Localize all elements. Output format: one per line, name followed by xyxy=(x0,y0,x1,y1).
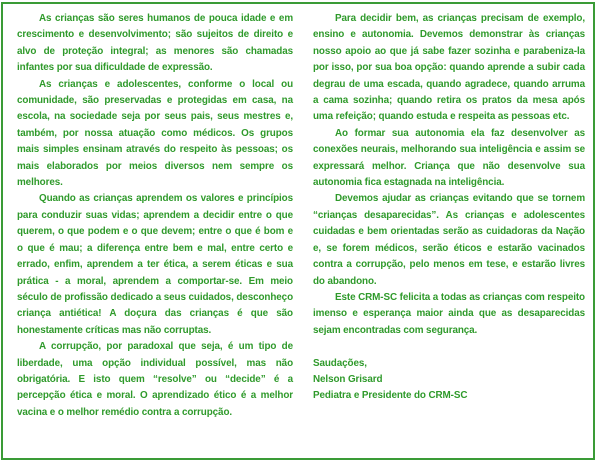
right-column xyxy=(313,11,585,405)
signature-name: Nelson Grisard xyxy=(313,373,383,385)
left-column xyxy=(17,11,293,421)
signature-block xyxy=(313,356,585,405)
paragraph: Este CRM-SC felicita a todas as crianças com respeito imenso e esperança maior ainda que as desaparecidas sejam encontradas com segurança. xyxy=(313,291,585,336)
paragraph: Ao formar sua autonomia ela faz desenvolver as conexões neurais, melhorando sua inteligência e assim se expressará melhor. Criança que não desenvolve sua autonomia fica estagnada na inteligência. xyxy=(313,127,585,189)
paragraph: Quando as crianças aprendem os valores e princípios para conduzir suas vidas; aprendem a decidir entre o que querem, o que podem e o que devem; entre o que é bom e o que é mau; a diferença entre bem e mal, entre certo e errado, enfim, aprendem a ter ética, a serem éticas e sua prática - a moral, aprendem a comportar-se. Em meio século de profissão dedicado a seus cuidados, desconheço criança antiética! A doçura das crianças é que são honestamente críticas mas não corruptas. xyxy=(17,193,293,336)
paragraph: A corrupção, por paradoxal que seja, é um tipo de liberdade, uma opção individual possível, mas não obrigatória. E isto quem “resolve” ou “decide” é a percepção ética e moral. O aprendizado ético é a melhor vacina e o melhor remédio contra a corrupção. xyxy=(17,341,293,418)
paragraph: As crianças são seres humanos de pouca idade e em crescimento e desenvolvimento; são sujeitos de direito e alvo de proteção integral; as menores são chamadas infantes por sua dificuldade de expressão. xyxy=(17,13,293,74)
paragraph: As crianças e adolescentes, conforme o local ou comunidade, são preservadas e protegidas em casa, na escola, na sociedade seja por seus pais, seus mestres e, também, por nossa atuação como médicos. Os grupos mais simples ensinam através do respeito às pessoas; os mais elaborados por meios diversos nem sempre os melhores. xyxy=(17,78,293,189)
paragraph: Devemos ajudar as crianças evitando que se tornem “crianças desaparecidas”. As crianças e adolescentes cuidadas e bem orientadas serão as cuidadoras da Nação e, se forem médicos, serão éticos e estarão vacinados contra a corrupção, pelo menos em tese, e estarão livres do abandono. xyxy=(313,193,585,287)
article-frame xyxy=(1,2,595,460)
signature-title: Pediatra e Presidente do CRM-SC xyxy=(313,390,468,402)
paragraph: Para decidir bem, as crianças precisam de exemplo, ensino e autonomia. Devemos demonstrar às crianças nosso apoio ao que já sabe fazer sozinha e parabeniza-la por isso, por sua boa opção: quando aprende a subir cada degrau de uma escada, quando agradece, quando arruma a cama sozinha; quando retira os pratos da mesa após uma refeição; quando estuda e respeita as pessoas etc. xyxy=(313,13,585,123)
signature-greeting: Saudações, xyxy=(313,357,367,369)
